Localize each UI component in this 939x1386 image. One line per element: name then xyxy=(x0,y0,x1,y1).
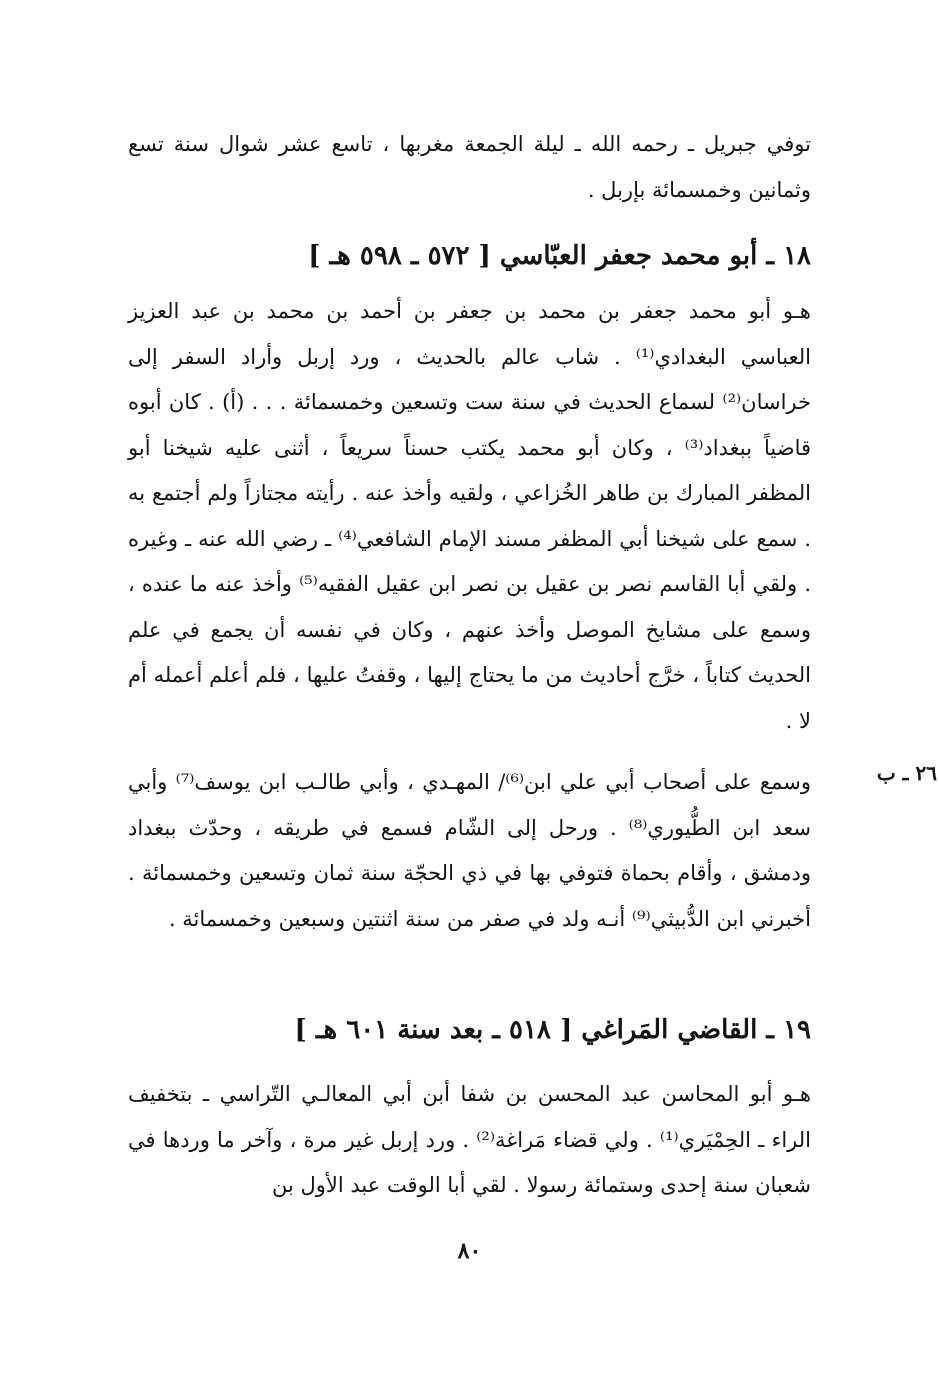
paragraph-text: وسمع على أصحاب أبي علي ابن⁽⁶⁾/ المهـدي ، وأبي طالـب ابن يوسف⁽⁷⁾ وأبي سعد ابن الطُّيوري⁽⁸⁾ . ورحل إلى الشّام فسمع في طريقه ، وحدّث ببغداد ودمشق ، وأقام بحماة فتوفي بها في ذي الحجّة سنة ثمان وتسعين وخمسمائة . أخبرني ابن الدُّبيثي⁽⁹⁾ أنـه ولد في صفر من سنة اثنتين وسبعين وخمسمائة . xyxy=(128,770,811,931)
entry-heading-19: ١٩ ـ القاضي المَراغي [ ٥١٨ ـ بعد سنة ٦٠١ هـ ] xyxy=(294,1015,811,1045)
paragraph-text: هـو أبو محمد جعفر بن محمد بن جعفر بن أحمد بن محمد بن عبد العزيز العباسي البغدادي⁽¹⁾ . شاب عالم بالحديث ، ورد إربل وأراد السفر إلى خراسان⁽²⁾ لسماع الحديث في سنة ست وتسعين وخمسمائة . . . (أ) . كان أبوه قاضياً ببغداد⁽³⁾ ، وكان أبو محمد يكتب حسناً سريعاً ، أثنى عليه شيخنا أبو المظفر المبارك بن طاهر الخُزاعي ، ولقيه وأخذ عنه . رأيته مجتازاً ولم أجتمع به . سمع على شيخنا أبي المظفر مسند الإمام الشافعي⁽⁴⁾ ـ رضي الله عنه ـ وغيره . ولقي أبا القاسم نصر بن عقيل بن نصر ابن عقيل الفقيه⁽⁵⁾ وأخذ عنه ما عنده ، وسمع على مشايخ الموصل وأخذ عنهم ، وكان في نفسه أن يجمع في علم الحديث كتاباً ، خرَّج أحاديث من ما يحتاج إليها ، وقفتُ عليها ، فلم أعلم أعمله أم لا . xyxy=(128,299,812,733)
manuscript-folio-marker: ٢٦ ـ ب xyxy=(876,761,937,785)
entry-heading-18: ١٨ ـ أبو محمد جعفر العبّاسي [ ٥٧٢ ـ ٥٩٨ هـ ] xyxy=(308,241,811,271)
paragraph-jibril-death xyxy=(128,122,811,213)
page-number: ٨٠ xyxy=(457,1238,482,1264)
paragraph-maraghi-biography xyxy=(128,1072,811,1209)
paragraph-text: هـو أبو المحاسن عبد المحسن بن شفا أبن أبي المعالـي التّراسي ـ بتخفيف الراء ـ الحِمْيَري⁽¹⁾ . ولي قضاء مَراغة⁽²⁾ . ورد إربل غير مرة ، وآخر ما وردها في شعبان سنة إحدى وستمائة رسولا . لقي أبا الوقت عبد الأول بن xyxy=(128,1082,811,1197)
paragraph-jafar-teachers xyxy=(128,760,811,942)
paragraph-jafar-biography xyxy=(128,289,811,744)
paragraph-text: توفي جبريل ـ رحمه الله ـ ليلة الجمعة مغربها ، تاسع عشر شوال سنة تسع وثمانين وخمسمائة بإربل . xyxy=(128,132,811,202)
